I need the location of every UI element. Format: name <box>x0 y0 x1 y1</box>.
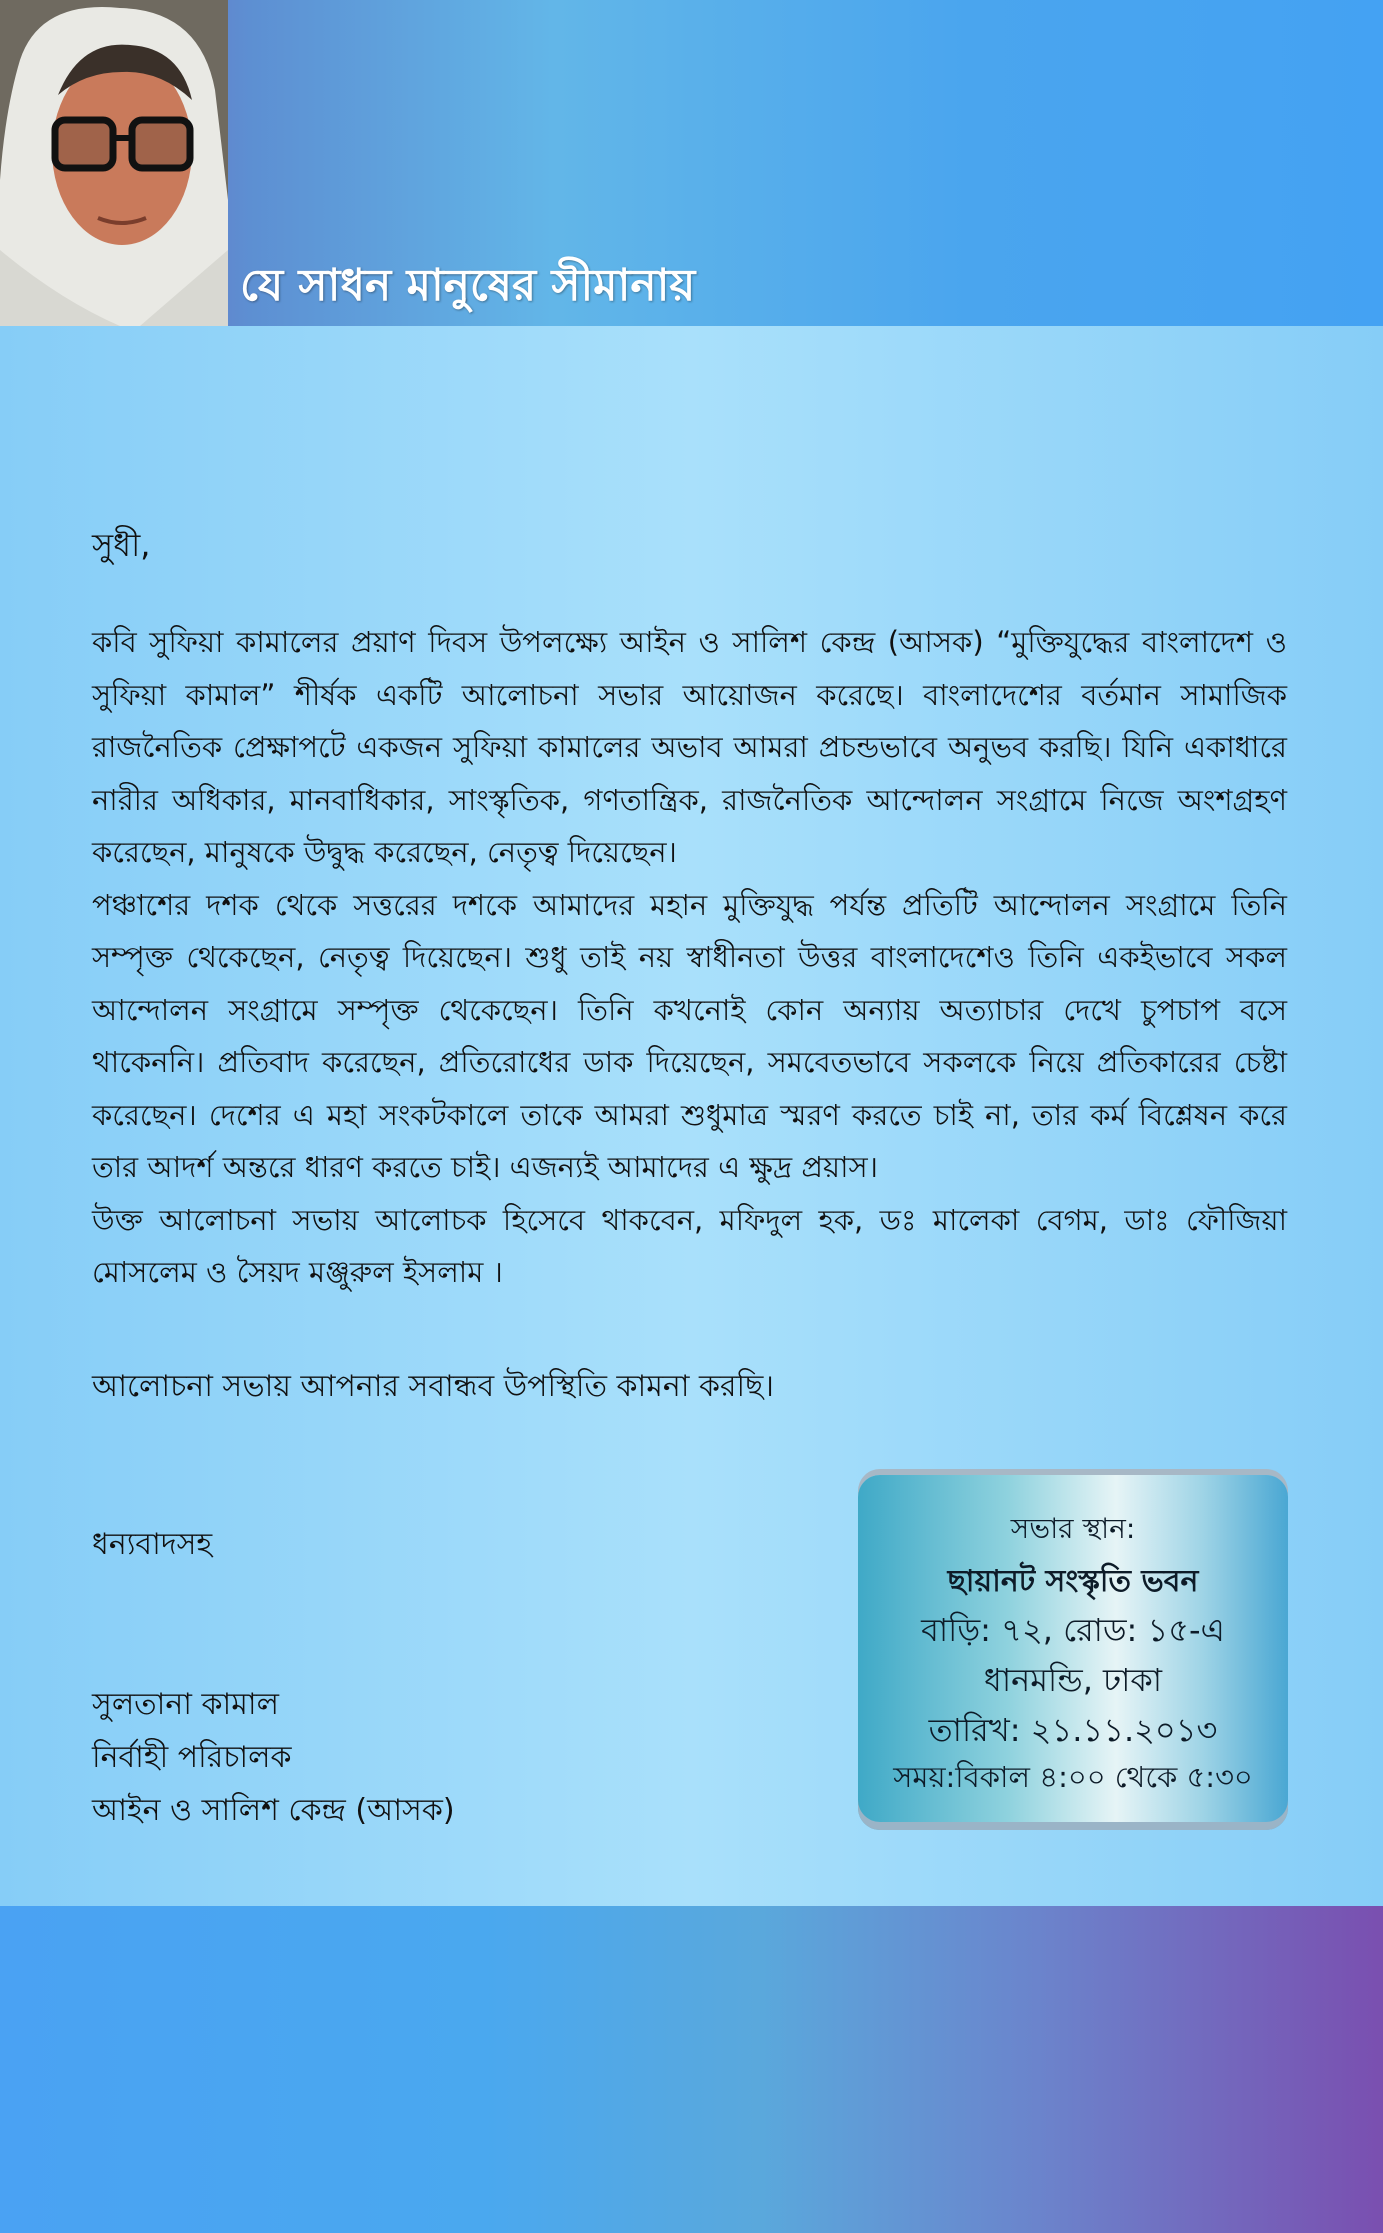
letter-body <box>92 616 1287 1299</box>
portrait-illustration <box>0 0 228 326</box>
invitation-line: আলোচনা সভায় আপনার সবান্ধব উপস্থিতি কামনা করছি। <box>92 1369 774 1404</box>
venue-label: সভার স্থান: <box>1010 1512 1136 1545</box>
signatory-name: সুলতানা কামাল <box>92 1687 279 1722</box>
letter-paragraph: কবি সুফিয়া কামালের প্রয়াণ দিবস উপলক্ষ্যে আইন ও সালিশ কেন্দ্র (আসক) “মুক্তিযুদ্ধের বাংলাদেশ ও সুফিয়া কামাল” শীর্ষক একটি আলোচনা সভার আয়োজন করেছে। বাংলাদেশের বর্তমান সামাজিক রাজনৈতিক প্রেক্ষাপটে একজন সুফিয়া কামালের অভাব আমরা প্রচন্ডভাবে অনুভব করছি। যিনি একাধারে নারীর অধিকার, মানবাধিকার, সাংস্কৃতিক, গণতান্ত্রিক, রাজনৈতিক আন্দোলন সংগ্রামে নিজে অংশগ্রহণ করেছেন, মানুষকে উদ্বুদ্ধ করেছেন, নেতৃত্ব দিয়েছেন। <box>92 625 1287 869</box>
footer-banner <box>0 1906 1383 2233</box>
portrait-photo <box>0 0 228 326</box>
venue-address-line1: বাড়ি: ৭২, রোড: ১৫-এ <box>921 1611 1225 1649</box>
venue-name: ছায়ানট সংস্কৃতি ভবন <box>947 1564 1199 1599</box>
venue-date: তারিখ: ২১.১১.২০১৩ <box>928 1711 1218 1749</box>
header-title: যে সাধন মানুষের সীমানায় <box>240 260 696 311</box>
letter-paragraph: পঞ্চাশের দশক থেকে সত্তরের দশকে আমাদের মহান মুক্তিযুদ্ধ পর্যন্ত প্রতিটি আন্দোলন সংগ্রামে তিনি সম্পৃক্ত থেকেছেন, নেতৃত্ব দিয়েছেন। শুধু তাই নয় স্বাধীনতা উত্তর বাংলাদেশেও তিনি একইভাবে সকল আন্দোলন সংগ্রামে সম্পৃক্ত থেকেছেন। তিনি কখনোই কোন অন্যায় অত্যাচার দেখে চুপচাপ বসে থাকেননি। প্রতিবাদ করেছেন, প্রতিরোধের ডাক দিয়েছেন, সমবেতভাবে সকলকে নিয়ে প্রতিকারের চেষ্টা করেছেন। দেশের এ মহা সংকটকালে তাকে আমরা শুধুমাত্র স্মরণ করতে চাই না, তার কর্ম বিশ্লেষন করে তার আদর্শ অন্তরে ধারণ করতে চাই। এজন্যই আমাদের এ ক্ষুদ্র প্রয়াস। <box>92 887 1287 1184</box>
closing: ধন্যবাদসহ <box>92 1527 213 1562</box>
venue-time: সময়:বিকাল ৪:০০ থেকে ৫:৩০ <box>893 1760 1253 1794</box>
signatory-organization: আইন ও সালিশ কেন্দ্র (আসক) <box>92 1793 455 1828</box>
signatory-role: নির্বাহী পরিচালক <box>92 1740 292 1775</box>
signature-block <box>92 1678 455 1837</box>
venue-address-line2: ধানমন্ডি, ঢাকা <box>983 1661 1163 1699</box>
venue-info-box <box>858 1475 1288 1830</box>
header-banner <box>0 0 1383 326</box>
salutation: সুধী, <box>92 526 151 564</box>
letter-paragraph: উক্ত আলোচনা সভায় আলোচক হিসেবে থাকবেন, মফিদুল হক, ডঃ মালেকা বেগম, ডাঃ ফৌজিয়া মোসলেম ও সৈয়দ মঞ্জুরুল ইসলাম । <box>92 1202 1287 1289</box>
